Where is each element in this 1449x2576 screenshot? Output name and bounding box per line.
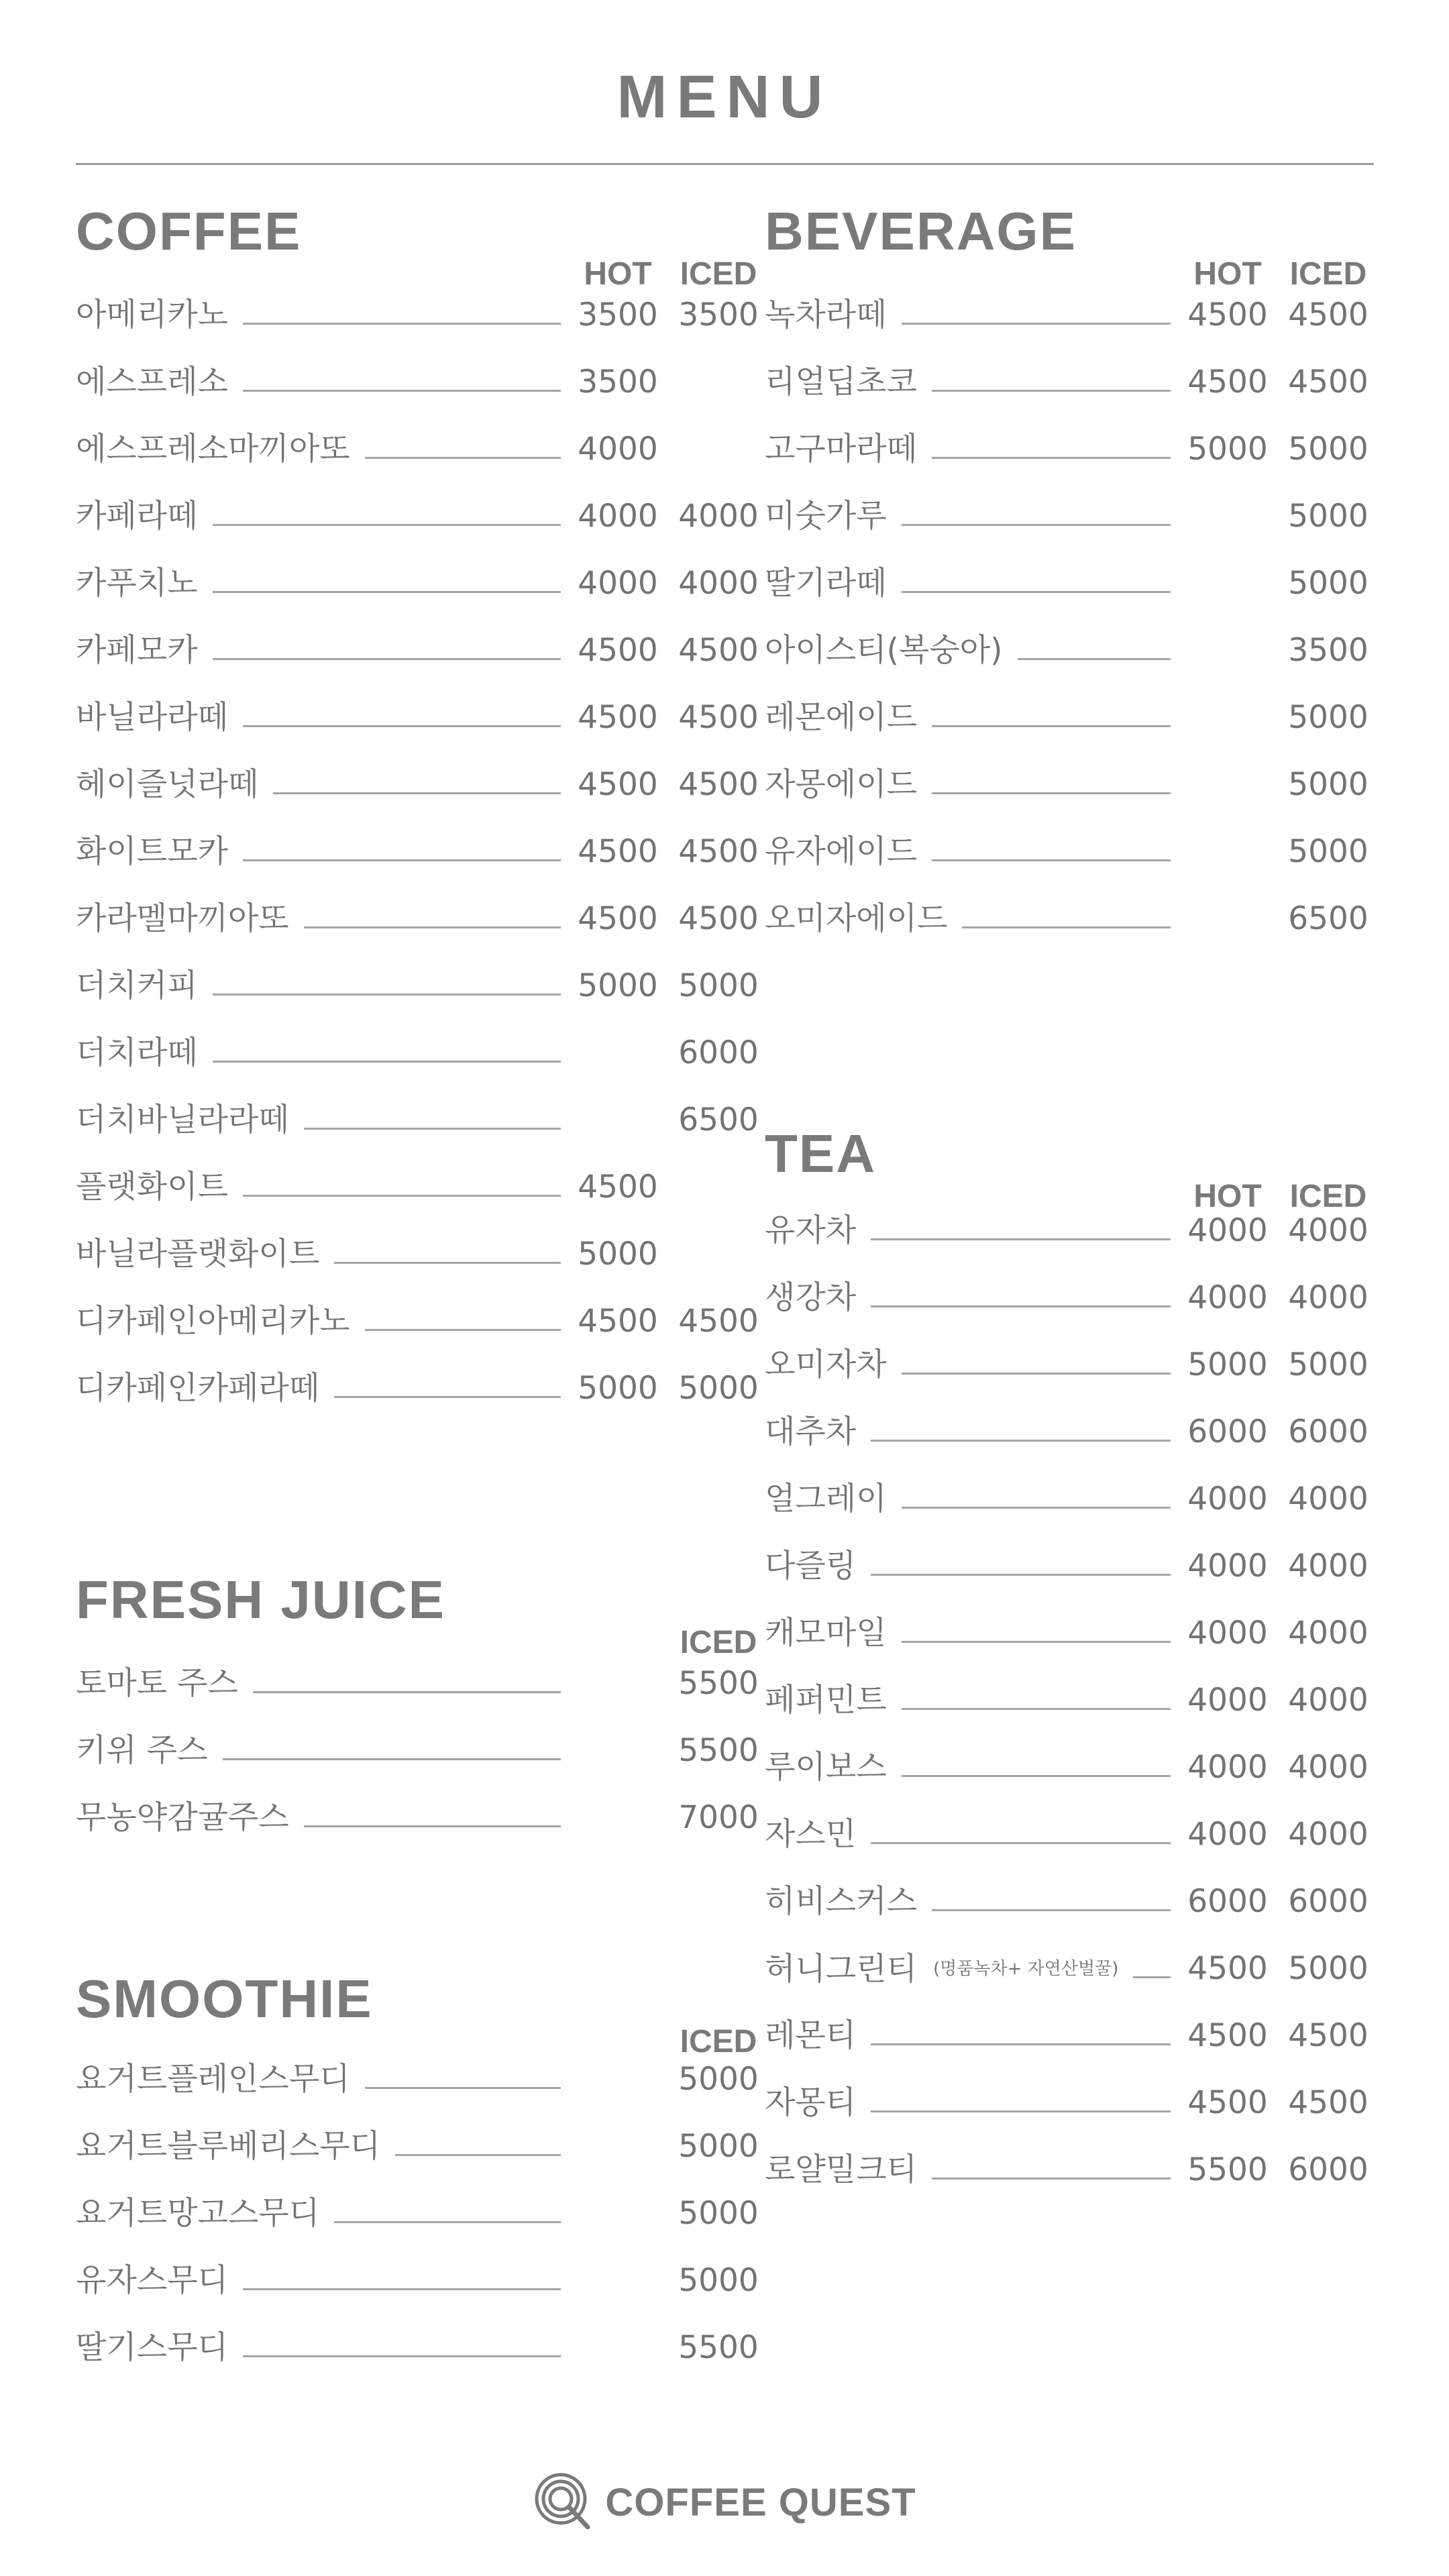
menu-item-name (765, 496, 902, 537)
menu-item-label: 카라멜마끼아또 (76, 900, 289, 937)
section-title: COFFEE (76, 201, 302, 261)
price-hot: 6000 (1187, 1883, 1268, 1920)
menu-item (765, 1613, 1368, 1654)
menu-item-name (765, 698, 932, 738)
price-hot: 4500 (1187, 364, 1268, 400)
menu-item-name (765, 2083, 871, 2123)
price-iced: 4000 (1288, 1279, 1368, 1316)
menu-item-label: 미숫가루 (765, 498, 887, 535)
column-header-iced: ICED (1289, 1179, 1367, 1214)
menu-item (76, 362, 680, 402)
menu-item (76, 2261, 759, 2301)
menu-item-label: 더치바닐라라떼 (76, 1102, 289, 1138)
menu-item (765, 1949, 1368, 1989)
menu-item-name (765, 1748, 902, 1788)
price-iced: 6000 (1288, 1413, 1368, 1450)
price-iced: 4500 (678, 1303, 759, 1340)
menu-item (76, 295, 759, 335)
menu-item (765, 765, 1368, 805)
menu-item-name (765, 1412, 871, 1452)
price-hot: 5000 (578, 1236, 658, 1273)
price-iced: 5500 (678, 1732, 759, 1769)
price-iced: 5000 (1288, 1346, 1368, 1383)
menu-item-name (765, 899, 962, 939)
menu-item (765, 1680, 1368, 1721)
price-iced: 3500 (678, 297, 759, 333)
menu-item (76, 2127, 759, 2167)
menu-item (765, 1479, 1368, 1519)
menu-item-name (765, 1949, 1133, 1990)
menu-item (76, 2059, 759, 2100)
menu-item (76, 496, 759, 537)
menu-item-label: 화이트모카 (76, 833, 229, 870)
price-iced: 4000 (678, 498, 759, 535)
menu-item-label: 로얄밀크티 (765, 2151, 918, 2188)
menu-item-name (765, 1479, 902, 1519)
price-hot: 6000 (1187, 1413, 1268, 1450)
price-iced: 4500 (678, 632, 759, 669)
price-hot: 5000 (578, 967, 658, 1004)
menu-item-label: 아메리카노 (76, 297, 229, 333)
price-iced: 4500 (678, 833, 759, 870)
menu-item-name (76, 631, 213, 671)
menu-item-name (76, 765, 273, 805)
menu-item-name (765, 2150, 932, 2190)
price-hot: 4500 (578, 1169, 658, 1205)
price-hot: 4500 (1187, 1950, 1268, 1987)
menu-item-label: 자스민 (765, 1816, 857, 1853)
menu-item-name (76, 362, 243, 402)
price-hot: 4500 (1187, 2084, 1268, 2121)
price-hot: 5500 (1187, 2151, 1268, 2188)
price-iced: 5000 (1288, 431, 1368, 468)
menu-item-label: 레몬에이드 (765, 699, 918, 736)
menu-item-label: 바닐라플랫화이트 (76, 1236, 320, 1273)
price-iced: 6000 (1288, 2151, 1368, 2188)
menu-item-name (765, 362, 932, 402)
menu-item (76, 564, 759, 604)
menu-item-name (76, 1731, 223, 1771)
menu-item-name (765, 564, 902, 604)
menu-item (76, 429, 680, 470)
menu-item-name (76, 564, 213, 604)
menu-item-name (76, 1100, 304, 1140)
price-hot: 4500 (578, 699, 658, 736)
price-hot: 5000 (1187, 1346, 1268, 1383)
menu-item (76, 1731, 759, 1771)
menu-item-name (765, 1211, 871, 1251)
column-header-hot: HOT (1193, 1179, 1262, 1214)
menu-item-note: (명품녹차+ 자연산벌꿀) (933, 1959, 1119, 1979)
menu-item (765, 1882, 1368, 1922)
price-hot: 4000 (1187, 1212, 1268, 1249)
menu-item-label: 카페라떼 (76, 498, 198, 535)
menu-item (76, 1301, 759, 1342)
menu-item (765, 564, 1368, 604)
menu-item (765, 1748, 1368, 1788)
menu-item (765, 429, 1368, 470)
price-iced: 6000 (1288, 1883, 1368, 1920)
brand-name: COFFEE QUEST (605, 2480, 916, 2524)
menu-item-label: 캐모마일 (765, 1615, 887, 1652)
menu-item-label: 딸기라떼 (765, 565, 887, 602)
price-hot: 4500 (578, 1303, 658, 1340)
menu-item (765, 832, 1368, 872)
menu-item-label: 리얼딥초코 (765, 364, 918, 400)
menu-item-name (76, 1301, 365, 1342)
price-iced: 4000 (678, 565, 759, 602)
menu-item-name (76, 429, 365, 470)
price-hot: 4000 (1187, 1481, 1268, 1517)
menu-item-name (76, 2059, 365, 2100)
menu-item (76, 2194, 759, 2234)
menu-item-name (765, 832, 932, 872)
menu-item-label: 요거트망고스무디 (76, 2195, 320, 2232)
menu-item-label: 디카페인카페라떼 (76, 1370, 320, 1407)
price-iced: 4000 (1288, 1548, 1368, 1585)
menu-item-name (76, 1664, 253, 1704)
price-hot: 4000 (578, 498, 658, 535)
price-iced: 5000 (1288, 699, 1368, 736)
menu-item-label: 생강차 (765, 1279, 857, 1316)
menu-title: MENU (616, 64, 833, 131)
price-hot: 4000 (1187, 1749, 1268, 1786)
price-hot: 4000 (1187, 1279, 1268, 1316)
menu-item-label: 카페모카 (76, 632, 198, 669)
section-title: FRESH JUICE (76, 1570, 445, 1629)
menu-item (765, 1345, 1368, 1385)
price-hot: 4000 (578, 431, 658, 468)
menu-item-label: 디카페인아메리카노 (76, 1303, 350, 1340)
menu-item-name (765, 631, 1018, 671)
price-iced: 4000 (1288, 1212, 1368, 1249)
price-hot: 3500 (578, 364, 658, 400)
menu-item-label: 오미자차 (765, 1346, 887, 1383)
menu-item-name (76, 832, 243, 872)
menu-item (76, 1100, 759, 1140)
menu-item (765, 1412, 1368, 1452)
menu-item (76, 966, 759, 1006)
menu-item (76, 2328, 759, 2368)
menu-item-name (76, 2328, 243, 2368)
price-iced: 6000 (678, 1034, 759, 1071)
price-iced: 5000 (678, 2195, 759, 2232)
menu-item (76, 1167, 680, 1208)
menu-item (765, 2016, 1368, 2056)
menu-item-name (76, 1234, 334, 1275)
menu-item-name (76, 1368, 334, 1409)
column-header-iced: ICED (680, 2024, 757, 2059)
price-iced: 5000 (678, 2128, 759, 2165)
menu-item-label: 자몽티 (765, 2084, 857, 2121)
menu-item-name (76, 1167, 243, 1208)
price-hot: 4000 (1187, 1548, 1268, 1585)
section-title: TEA (765, 1124, 876, 1183)
menu-item-label: 얼그레이 (765, 1481, 887, 1517)
menu-item-label: 유자차 (765, 1212, 857, 1249)
price-iced: 5500 (678, 1665, 759, 1702)
menu-item (765, 2150, 1368, 2190)
menu-item (765, 1546, 1368, 1587)
price-hot: 4500 (578, 632, 658, 669)
menu-item-name (765, 1546, 871, 1587)
menu-item-name (76, 1798, 304, 1838)
menu-item-label: 더치라떼 (76, 1034, 198, 1071)
menu-item-name (76, 2194, 334, 2234)
price-iced: 4000 (1288, 1816, 1368, 1853)
price-hot: 4500 (578, 766, 658, 803)
price-hot: 4000 (1187, 1615, 1268, 1652)
menu-item-label: 오미자에이드 (765, 900, 948, 937)
column-header-iced: ICED (680, 256, 757, 292)
menu-item-label: 토마토 주스 (76, 1665, 238, 1702)
column-header-iced: ICED (680, 1625, 757, 1660)
price-iced: 5000 (678, 2262, 759, 2299)
menu-item-name (765, 1345, 902, 1385)
price-iced: 4000 (1288, 1481, 1368, 1517)
menu-item-name (76, 899, 304, 939)
menu-item-name (76, 2261, 243, 2301)
section-title: SMOOTHIE (76, 1969, 373, 2029)
menu-item (765, 899, 1368, 939)
price-hot: 5000 (1187, 431, 1268, 468)
menu-item-name (76, 295, 243, 335)
price-iced: 4000 (1288, 1682, 1368, 1719)
menu-item-label: 루이보스 (765, 1749, 887, 1786)
menu-item-label: 바닐라라떼 (76, 699, 229, 736)
menu-item-label: 대추차 (765, 1413, 857, 1450)
menu-item (765, 631, 1368, 671)
price-hot: 4500 (1187, 297, 1268, 333)
coffee-quest-logo-icon (533, 2471, 593, 2534)
menu-item-label: 요거트플레인스무디 (76, 2061, 350, 2098)
menu-item-name (76, 698, 243, 738)
price-iced: 6500 (678, 1102, 759, 1138)
price-iced: 5000 (678, 967, 759, 1004)
menu-item (765, 1278, 1368, 1318)
price-iced: 5000 (1288, 1950, 1368, 1987)
menu-item-name (765, 295, 902, 335)
menu-item-name (76, 496, 213, 537)
price-hot: 4500 (578, 833, 658, 870)
price-hot: 4000 (1187, 1816, 1268, 1853)
price-iced: 7000 (678, 1799, 759, 1836)
menu-item-label: 페퍼민트 (765, 1682, 887, 1719)
menu-item-label: 키위 주스 (76, 1732, 208, 1769)
menu-item (76, 631, 759, 671)
column-header-hot: HOT (584, 256, 652, 292)
title-divider (76, 163, 1374, 165)
menu-item-name (765, 765, 932, 805)
column-header-iced: ICED (1289, 256, 1367, 292)
price-hot: 4000 (1187, 1682, 1268, 1719)
price-iced: 6500 (1288, 900, 1368, 937)
menu-item-label: 자몽에이드 (765, 766, 918, 803)
price-iced: 4500 (678, 699, 759, 736)
price-iced: 5000 (1288, 565, 1368, 602)
menu-item-name (765, 1815, 871, 1855)
menu-item-name (765, 429, 932, 470)
menu-item (76, 698, 759, 738)
price-hot: 5000 (578, 1370, 658, 1407)
menu-item (765, 496, 1368, 537)
menu-item-label: 카푸치노 (76, 565, 198, 602)
menu-item (765, 2083, 1368, 2123)
menu-item (765, 1211, 1368, 1251)
price-hot: 3500 (578, 297, 658, 333)
menu-item-label: 플랫화이트 (76, 1169, 229, 1205)
price-iced: 5000 (678, 2061, 759, 2098)
menu-item-name (76, 1033, 213, 1073)
menu-item (76, 1033, 759, 1073)
price-iced: 4500 (1288, 2084, 1368, 2121)
menu-item-label: 다즐링 (765, 1548, 857, 1585)
section-title: BEVERAGE (765, 201, 1077, 261)
price-hot: 4500 (1187, 2017, 1268, 2054)
menu-item-name (76, 2127, 395, 2167)
column-header-hot: HOT (1193, 256, 1262, 292)
price-iced: 4500 (1288, 364, 1368, 400)
price-iced: 5500 (678, 2329, 759, 2366)
price-hot: 4000 (578, 565, 658, 602)
price-iced: 5000 (1288, 498, 1368, 535)
menu-item (76, 899, 759, 939)
menu-item-label: 헤이즐넛라떼 (76, 766, 259, 803)
menu-item (765, 1815, 1368, 1855)
menu-item-label: 요거트블루베리스무디 (76, 2128, 381, 2165)
menu-item-label: 녹차라떼 (765, 297, 887, 333)
menu-item-label: 아이스티(복숭아) (765, 632, 1003, 669)
menu-item-label: 레몬티 (765, 2017, 857, 2054)
menu-item-name (765, 1613, 902, 1654)
menu-item-label: 에스프레소 (76, 364, 229, 400)
menu-item-name (765, 1882, 932, 1922)
menu-item (76, 1664, 759, 1704)
menu-item (765, 698, 1368, 738)
price-iced: 4000 (1288, 1749, 1368, 1786)
menu-item-label: 유자스무디 (76, 2262, 229, 2299)
price-iced: 5000 (678, 1370, 759, 1407)
menu-item-label: 유자에이드 (765, 833, 918, 870)
menu-item (76, 1368, 759, 1409)
menu-item-label: 고구마라떼 (765, 431, 918, 468)
brand-logo (0, 2469, 1449, 2536)
menu-item (76, 832, 759, 872)
price-iced: 4500 (1288, 2017, 1368, 2054)
menu-item-name (765, 1278, 871, 1318)
menu-item (76, 1234, 680, 1275)
menu-item-name (765, 2016, 871, 2056)
menu-item-label: 무농약감귤주스 (76, 1799, 289, 1836)
menu-item-label: 히비스커스 (765, 1883, 918, 1920)
price-iced: 4500 (678, 766, 759, 803)
price-iced: 5000 (1288, 833, 1368, 870)
menu-item-name (76, 966, 213, 1006)
menu-item (76, 1798, 759, 1838)
price-iced: 5000 (1288, 766, 1368, 803)
menu-item (765, 295, 1368, 335)
price-hot: 4500 (578, 900, 658, 937)
menu-item-label: 딸기스무디 (76, 2329, 229, 2366)
menu-item-label: 에스프레소마끼아또 (76, 431, 350, 468)
menu-item-name (765, 1680, 902, 1721)
menu-item (765, 362, 1368, 402)
menu-item-label: 허니그린티 (765, 1951, 918, 1988)
price-iced: 4500 (678, 900, 759, 937)
menu-item-label: 더치커피 (76, 967, 198, 1004)
price-iced: 4000 (1288, 1615, 1368, 1652)
menu-item (76, 765, 759, 805)
price-iced: 4500 (1288, 297, 1368, 333)
price-iced: 3500 (1288, 632, 1368, 669)
